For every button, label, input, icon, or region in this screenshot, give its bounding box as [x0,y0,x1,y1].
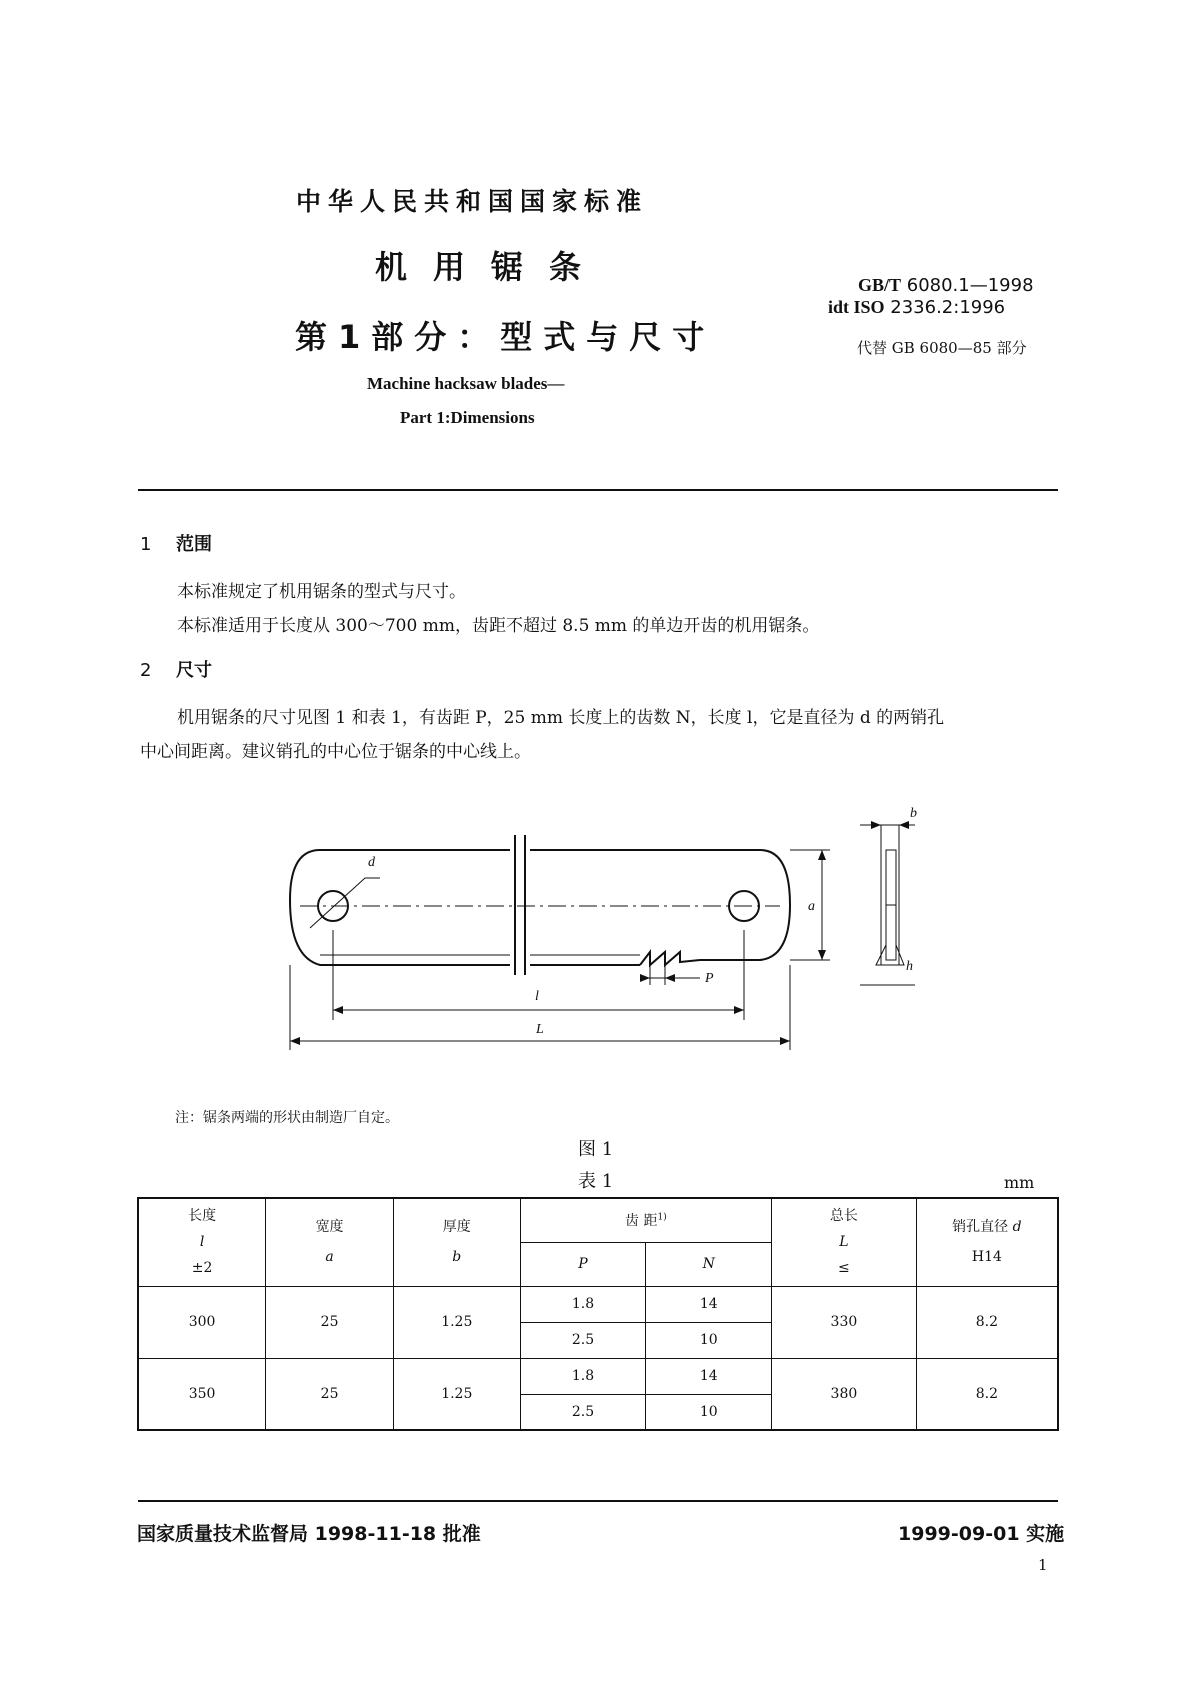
cell-pitch-N: 10 [646,1394,772,1430]
label-P: P [705,971,714,986]
blade-teeth [640,952,700,965]
cell-pitch-P: 2.5 [520,1394,646,1430]
page-number: 1 [1038,1556,1048,1574]
implementation-line: 1999-09-01 实施 [898,1523,1065,1545]
idt-prefix: idt ISO [828,297,885,317]
label-b: b [910,806,917,821]
title-en-line2: Part 1:Dimensions [400,408,535,427]
label-a: a [808,899,815,914]
title-en-line1: Machine hacksaw blades— [367,374,565,393]
section-2-para1-line1: 机用锯条的尺寸见图 1 和表 1，有齿距 P，25 mm 长度上的齿数 N，长度 l，它是直径为 d 的两销孔 [177,708,945,728]
table-unit: mm [1004,1173,1035,1192]
label-d: d [368,855,375,870]
footer-divider [138,1500,1058,1502]
figure-caption: 图 1 [578,1139,614,1160]
section-1-title: 范围 [176,534,212,555]
header-pitch: 齿 距$^{1)}$ [520,1198,771,1242]
header-pitch-N: N [646,1242,772,1286]
cell-total: 330 [772,1286,917,1358]
section-1-para1: 本标准规定了机用锯条的型式与尺寸。 [177,582,466,602]
label-l: l [535,989,539,1004]
title-cn-line1: 机用锯条 [375,248,608,286]
header-width: 宽度 a [266,1198,394,1286]
cell-pin: 8.2 [916,1286,1058,1358]
cell-length: 300 [138,1286,266,1358]
table-row [138,1286,1058,1322]
cell-thickness: 1.25 [393,1286,520,1358]
blade-outline-left [290,850,510,965]
section-2-para1-line2: 中心间距离。建议销孔的中心位于锯条的中心线上。 [140,742,531,762]
label-L: L [536,1022,544,1037]
cell-length: 350 [138,1358,266,1430]
std-number-value: 6080.1—1998 [906,275,1034,296]
cell-pitch-N: 10 [646,1322,772,1358]
section-2-number: 2 [140,660,152,681]
header-pin-diameter: 销孔直径 d H14 [916,1198,1058,1286]
header-pitch-P: P [520,1242,646,1286]
national-standard-heading: 中华人民共和国国家标准 [296,187,649,216]
cell-pitch-P: 1.8 [520,1286,646,1322]
std-prefix: GB/T [858,275,902,295]
replaces-note: 代替 GB 6080—85 部分 [857,339,1027,357]
cell-pitch-P: 2.5 [520,1322,646,1358]
cell-total: 380 [772,1358,917,1430]
section-2-title: 尺寸 [176,660,212,681]
header-length: 长度 l ±2 [138,1198,266,1286]
cell-pin: 8.2 [916,1358,1058,1430]
section-1-number: 1 [140,534,152,555]
cell-width: 25 [266,1358,394,1430]
header-thickness: 厚度 b [393,1198,520,1286]
cell-pitch-N: 14 [646,1286,772,1322]
figure-note: 注：锯条两端的形状由制造厂自定。 [175,1110,399,1126]
blade-outline-right [530,850,790,960]
cell-pitch-N: 14 [646,1358,772,1394]
title-cn-line2: 第1部分：型式与尺寸 [295,318,716,356]
cell-thickness: 1.25 [393,1358,520,1430]
cell-width: 25 [266,1286,394,1358]
header-total-length: 总长 L ≤ [772,1198,917,1286]
approval-line: 国家质量技术监督局 1998-11-18 批准 [137,1523,481,1545]
table-row [138,1358,1058,1394]
cell-pitch-P: 1.8 [520,1358,646,1394]
table-caption: 表 1 [578,1171,614,1192]
section-1-para2: 本标准适用于长度从 300～700 mm，齿距不超过 8.5 mm 的单边开齿的机用锯条。 [177,616,820,636]
label-h: h [906,959,913,974]
idt-number-value: 2336.2:1996 [890,297,1006,318]
table-1 [137,1197,1059,1431]
